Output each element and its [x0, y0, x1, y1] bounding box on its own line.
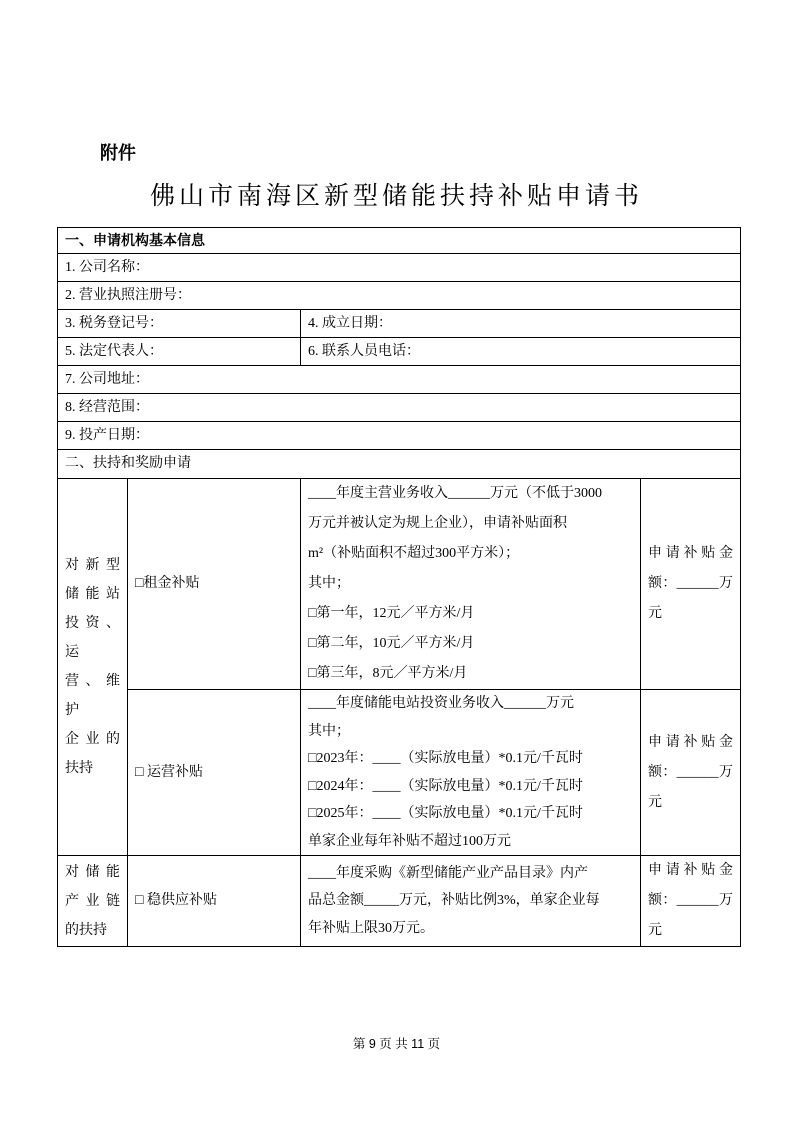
text-line: 扶持	[65, 761, 93, 776]
text-line: ____年度主营业务收入______万元（不低于3000	[308, 486, 602, 501]
attachment-label: 附件	[100, 143, 136, 163]
section-header-support: 二、扶持和奖励申请	[58, 450, 741, 479]
text-line: 元	[648, 794, 662, 810]
text-line: 额：______万	[648, 576, 733, 591]
checkbox-option-line[interactable]: □第二年，10元／平方米/月	[308, 636, 475, 651]
text-line: ____年度采购《新型储能产业产品目录》内产	[308, 865, 588, 881]
text-line: 申请补贴金	[648, 546, 733, 561]
text-line: 年补贴上限30万元。	[308, 920, 434, 936]
category-storage-station-support	[58, 479, 128, 856]
section-header-basic-info: 一、申请机构基本信息	[58, 228, 741, 254]
application-form-table	[57, 227, 741, 947]
text-line: 投资、运	[65, 616, 120, 660]
text-line: 储能站	[65, 587, 120, 602]
category-industry-chain-support	[58, 856, 128, 947]
text-line: 其中；	[308, 723, 350, 739]
operation-subsidy-amount-cell[interactable]	[641, 690, 741, 856]
text-line: 对储能	[65, 864, 120, 880]
rent-subsidy-amount-cell[interactable]	[641, 479, 741, 690]
text-line: ____年度储能电站投资业务收入______万元	[308, 696, 574, 711]
checkbox-option-line[interactable]: □2024年：____（实际放电量）*0.1元/千瓦时	[308, 778, 583, 794]
checkbox-option-line[interactable]: □2023年：____（实际放电量）*0.1元/千瓦时	[308, 751, 583, 766]
checkbox-option-line[interactable]: □第一年，12元／平方米/月	[308, 606, 475, 621]
checkbox-option-line[interactable]: □2025年：____（实际放电量）*0.1元/千瓦时	[308, 806, 583, 821]
supply-subsidy-amount-cell[interactable]	[641, 856, 741, 947]
text-line: 的扶持	[65, 922, 107, 938]
text-line: 营、维护	[65, 674, 120, 718]
supply-subsidy-checkbox-cell[interactable]: □ 稳供应补贴	[128, 856, 301, 947]
text-line: 元	[648, 606, 662, 621]
text-line: 万元并被认定为规上企业），申请补贴面积	[308, 516, 567, 531]
text-line: m²（补贴面积不超过300平方米）；	[308, 546, 520, 561]
text-line: 元	[648, 923, 662, 938]
page-title: 佛山市南海区新型储能扶持补贴申请书	[149, 183, 643, 210]
field-legal-representative[interactable]: 5. 法定代表人：	[58, 338, 301, 366]
text-line: 单家企业每年补贴不超过100万元	[308, 833, 511, 849]
page-footer: 第 9 页 共 11 页	[352, 1037, 441, 1051]
field-contact-phone[interactable]: 6. 联系人员电话：	[301, 338, 741, 366]
field-establish-date[interactable]: 4. 成立日期：	[301, 310, 741, 338]
field-company-address[interactable]: 7. 公司地址：	[58, 366, 741, 394]
text-line: 额：______万	[648, 893, 733, 908]
text-line: 申请补贴金	[648, 734, 733, 750]
supply-subsidy-detail-cell	[301, 856, 641, 947]
operation-subsidy-checkbox-cell[interactable]: □ 运营补贴	[128, 690, 301, 856]
field-tax-registration-no[interactable]: 3. 税务登记号：	[58, 310, 301, 338]
text-line: 品总金额_____万元，补贴比例3%，单家企业每	[308, 893, 600, 909]
text-line: 企业的	[65, 732, 120, 747]
rent-subsidy-detail-cell	[301, 479, 641, 690]
text-line: 额：______万	[648, 764, 733, 780]
field-business-license-no[interactable]: 2. 营业执照注册号：	[58, 282, 741, 310]
field-production-date[interactable]: 9. 投产日期：	[58, 422, 741, 450]
text-line: 申请补贴金	[648, 863, 733, 878]
checkbox-option-line[interactable]: □第三年，8元／平方米/月	[308, 666, 468, 681]
field-company-name[interactable]: 1. 公司名称：	[58, 254, 741, 282]
text-line: 产业链	[65, 893, 120, 909]
text-line: 其中；	[308, 576, 350, 591]
operation-subsidy-detail-cell	[301, 690, 641, 856]
rent-subsidy-checkbox-cell[interactable]: □租金补贴	[128, 479, 301, 690]
text-line: 对新型	[65, 558, 120, 573]
field-business-scope[interactable]: 8. 经营范围：	[58, 394, 741, 422]
